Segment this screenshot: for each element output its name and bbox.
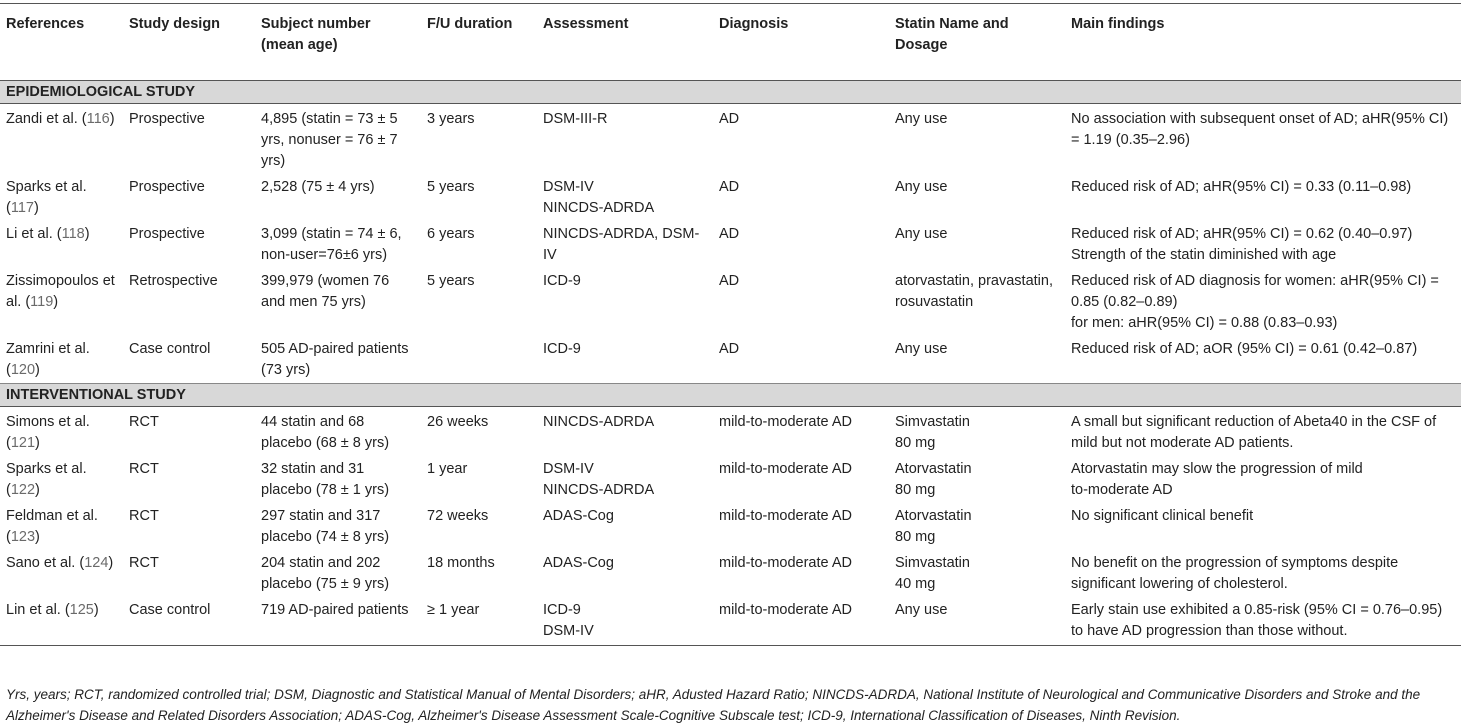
- statin-line: Any use: [895, 602, 948, 618]
- findings-line: No benefit on the progression of symptoms despite significant lowering of cholesterol.: [1071, 555, 1399, 592]
- subject-number-cell: 399,979 (women 76 and men 75 yrs): [261, 273, 390, 310]
- table-footnote: Yrs, years; RCT, randomized controlled trial; DSM, Diagnostic and Statistical Manual of Mental Disorders; aHR, Adusted Hazard Ratio; NINCDS-ADRDA, National Institute of Neurological and Communicative Disorders and Stroke and the Alzheimer's Disease and Related Disorders Association; ADAS-Cog, Alzheimer's Disease Assessment Scale-Cognitive Subscale test; ICD-9, International Classification of Diseases, Ninth Revision.: [6, 687, 1421, 723]
- assessment-line: DSM-IV: [543, 623, 594, 639]
- assessment-line: DSM-IV: [543, 179, 594, 195]
- statin-line: Simvastatin: [895, 555, 970, 571]
- findings-line: to-moderate AD: [1071, 482, 1173, 498]
- diagnosis-cell: AD: [719, 226, 740, 242]
- findings-cell: [1065, 174, 1461, 221]
- statin-studies-table: [0, 3, 1461, 646]
- statin-line: Atorvastatin: [895, 508, 972, 524]
- statin-cell: [889, 597, 1065, 646]
- assessment-cell: [537, 336, 713, 384]
- assessment-line: NINCDS-ADRDA: [543, 482, 655, 498]
- header-diagnosis: Diagnosis: [713, 4, 889, 81]
- statin-line: atorvastatin, pravastatin, rosuvastatin: [895, 273, 1053, 310]
- reference-close: ): [84, 226, 90, 242]
- table-row: [0, 221, 1461, 268]
- findings-cell: [1065, 336, 1461, 384]
- assessment-cell: [537, 503, 713, 550]
- reference-link[interactable]: 123: [10, 529, 36, 545]
- findings-cell: [1065, 597, 1461, 646]
- assessment-cell: [537, 597, 713, 646]
- statin-line: 80 mg: [895, 435, 936, 451]
- reference-link[interactable]: 119: [30, 294, 54, 310]
- diagnosis-cell: mild-to-moderate AD: [719, 461, 852, 477]
- reference-link[interactable]: 121: [10, 435, 36, 451]
- section-title: INTERVENTIONAL STUDY: [0, 384, 1461, 407]
- section-row: [0, 384, 1461, 407]
- reference-cell: [0, 336, 123, 384]
- table-row: [0, 456, 1461, 503]
- header-assessment: Assessment: [537, 4, 713, 81]
- fu-duration-cell: [421, 336, 537, 384]
- subject-number-cell: 2,528 (75 ± 4 yrs): [261, 179, 375, 195]
- study-design-cell: RCT: [129, 414, 159, 430]
- findings-line: Reduced risk of AD diagnosis for women: aHR(95% CI) = 0.85 (0.82–0.89): [1071, 273, 1439, 310]
- subject-number-cell: 204 statin and 202 placebo (75 ± 9 yrs): [261, 555, 390, 592]
- reference-close: ): [108, 555, 114, 571]
- assessment-cell: [537, 268, 713, 336]
- findings-cell: [1065, 407, 1461, 457]
- table-row: [0, 174, 1461, 221]
- reference-cell: [0, 550, 123, 597]
- statin-cell: [889, 407, 1065, 457]
- fu-duration-cell: 72 weeks: [427, 508, 489, 524]
- table-row: [0, 503, 1461, 550]
- reference-cell: [0, 503, 123, 550]
- statin-cell: [889, 503, 1065, 550]
- reference-close: ): [35, 362, 40, 378]
- diagnosis-cell: AD: [719, 179, 740, 195]
- subject-number-cell: 505 AD-paired patients (73 yrs): [261, 341, 409, 378]
- assessment-cell: [537, 456, 713, 503]
- reference-link[interactable]: 124: [84, 555, 109, 571]
- reference-cell: [0, 597, 123, 646]
- reference-cell: [0, 104, 123, 175]
- diagnosis-cell: mild-to-moderate AD: [713, 597, 889, 646]
- assessment-cell: [537, 407, 713, 457]
- findings-cell: [1065, 104, 1461, 175]
- subject-number-cell: 4,895 (statin = 73 ± 5 yrs, nonuser = 76 ± 7 yrs): [261, 111, 398, 169]
- findings-cell: [1065, 550, 1461, 597]
- reference-close: ): [109, 111, 115, 127]
- assessment-line: ICD-9: [543, 273, 581, 289]
- study-design-cell: Prospective: [129, 179, 205, 195]
- reference-close: ): [53, 294, 59, 310]
- statin-cell: [889, 336, 1065, 384]
- statin-line: 80 mg: [895, 529, 936, 545]
- reference-authors: Sparks et al. (: [6, 461, 87, 498]
- statin-line: 80 mg: [895, 482, 936, 498]
- statin-cell: [889, 174, 1065, 221]
- subject-number-cell: 32 statin and 31 placebo (78 ± 1 yrs): [261, 461, 390, 498]
- assessment-cell: [537, 104, 713, 175]
- reference-authors: Feldman et al. (: [6, 508, 98, 545]
- fu-duration-cell: 3 years: [427, 111, 475, 127]
- assessment-cell: [537, 221, 713, 268]
- table-body: [0, 81, 1461, 646]
- reference-cell: [0, 407, 123, 457]
- findings-cell: [1065, 268, 1461, 336]
- statin-line: 40 mg: [895, 576, 936, 592]
- reference-link[interactable]: 117: [10, 200, 34, 216]
- table-row: [0, 268, 1461, 336]
- reference-authors: Sparks et al. (: [6, 179, 87, 216]
- study-design-cell: RCT: [129, 555, 159, 571]
- reference-authors: Li et al. (: [6, 226, 62, 242]
- assessment-line: ADAS-Cog: [543, 508, 614, 524]
- reference-authors: Sano et al. (: [6, 555, 85, 571]
- study-design-cell: Retrospective: [129, 273, 218, 289]
- diagnosis-cell: AD: [719, 111, 740, 127]
- study-design-cell: Prospective: [129, 226, 205, 242]
- reference-link[interactable]: 116: [86, 111, 110, 127]
- reference-authors: Zissimopoulos et al. (: [6, 273, 115, 310]
- findings-line: A small but significant reduction of Abeta40 in the CSF of mild but not moderate AD patients.: [1071, 414, 1437, 451]
- assessment-line: DSM-III-R: [543, 111, 608, 127]
- study-design-cell: RCT: [129, 461, 159, 477]
- header-subject-number: Subject number (mean age): [255, 4, 421, 81]
- table-row: [0, 597, 1461, 646]
- assessment-cell: [537, 550, 713, 597]
- reference-cell: [0, 221, 123, 268]
- subject-number-cell: 3,099 (statin = 74 ± 6, non-user=76±6 yrs): [261, 226, 402, 263]
- fu-duration-cell: 26 weeks: [427, 414, 489, 430]
- reference-link[interactable]: 120: [10, 362, 36, 378]
- statin-cell: [889, 268, 1065, 336]
- reference-authors: Zamrini et al. (: [6, 341, 90, 378]
- reference-link[interactable]: 125: [69, 602, 94, 618]
- subject-number-cell: 719 AD-paired patients: [255, 597, 421, 646]
- fu-duration-cell: 1 year: [427, 461, 468, 477]
- statin-line: Any use: [895, 341, 948, 357]
- assessment-line: DSM-IV: [543, 461, 594, 477]
- subject-number-cell: 297 statin and 317 placebo (74 ± 8 yrs): [261, 508, 390, 545]
- assessment-line: ICD-9: [543, 341, 581, 357]
- findings-line: for men: aHR(95% CI) = 0.88 (0.83–0.93): [1071, 315, 1338, 331]
- statin-line: Atorvastatin: [895, 461, 972, 477]
- findings-line: Early stain use exhibited a 0.85-risk (95% CI = 0.76–0.95) to have AD progression than those without.: [1071, 602, 1443, 639]
- findings-cell: [1065, 221, 1461, 268]
- reference-authors: Zandi et al. (: [6, 111, 87, 127]
- diagnosis-cell: mild-to-moderate AD: [719, 414, 852, 430]
- table-row: [0, 550, 1461, 597]
- header-study-design: Study design: [123, 4, 255, 81]
- statin-line: Any use: [895, 179, 948, 195]
- findings-line: Reduced risk of AD; aOR (95% CI) = 0.61 (0.42–0.87): [1071, 341, 1418, 357]
- reference-cell: [0, 174, 123, 221]
- header-references: References: [0, 4, 123, 81]
- reference-authors: Lin et al. (: [6, 602, 70, 618]
- reference-close: ): [35, 482, 40, 498]
- header-fu-duration: F/U duration: [421, 4, 537, 81]
- table-row: [0, 104, 1461, 175]
- reference-link[interactable]: 122: [10, 482, 36, 498]
- fu-duration-cell: 6 years: [427, 226, 475, 242]
- reference-close: ): [35, 529, 40, 545]
- reference-close: ): [93, 602, 99, 618]
- reference-cell: [0, 268, 123, 336]
- findings-cell: [1065, 503, 1461, 550]
- diagnosis-cell: AD: [719, 341, 740, 357]
- statin-cell: [889, 104, 1065, 175]
- study-design-cell: Case control: [129, 341, 211, 357]
- diagnosis-cell: AD: [719, 273, 740, 289]
- assessment-line: NINCDS-ADRDA: [543, 200, 655, 216]
- header-main-findings: Main findings: [1065, 4, 1461, 81]
- statin-cell: [889, 550, 1065, 597]
- fu-duration-cell: 5 years: [427, 179, 475, 195]
- assessment-line: NINCDS-ADRDA, DSM-IV: [543, 226, 700, 263]
- subject-number-cell: 44 statin and 68 placebo (68 ± 8 yrs): [261, 414, 390, 451]
- study-design-cell: RCT: [129, 508, 159, 524]
- findings-line: Reduced risk of AD; aHR(95% CI) = 0.33 (0.11–0.98): [1071, 179, 1412, 195]
- findings-line: Atorvastatin may slow the progression of mild: [1071, 461, 1363, 477]
- statin-cell: [889, 456, 1065, 503]
- findings-line: No significant clinical benefit: [1071, 508, 1254, 524]
- reference-cell: [0, 456, 123, 503]
- section-row: [0, 81, 1461, 104]
- header-row: [0, 4, 1461, 81]
- assessment-line: ADAS-Cog: [543, 555, 614, 571]
- fu-duration-cell: ≥ 1 year: [421, 597, 537, 646]
- diagnosis-cell: mild-to-moderate AD: [719, 555, 852, 571]
- findings-line: Reduced risk of AD; aHR(95% CI) = 0.62 (0.40–0.97): [1071, 226, 1413, 242]
- statin-line: Any use: [895, 111, 948, 127]
- table-row: [0, 407, 1461, 457]
- reference-close: ): [33, 200, 39, 216]
- table-row: [0, 336, 1461, 384]
- reference-link[interactable]: 118: [61, 226, 85, 242]
- header-statin-dosage: Statin Name and Dosage: [889, 4, 1065, 81]
- assessment-line: NINCDS-ADRDA: [543, 414, 655, 430]
- findings-line: Strength of the statin diminished with age: [1071, 247, 1337, 263]
- statin-cell: [889, 221, 1065, 268]
- section-title: EPIDEMIOLOGICAL STUDY: [0, 81, 1461, 104]
- findings-cell: [1065, 456, 1461, 503]
- reference-close: ): [35, 435, 40, 451]
- assessment-line: ICD-9: [543, 602, 581, 618]
- findings-line: No association with subsequent onset of AD; aHR(95% CI) = 1.19 (0.35–2.96): [1071, 111, 1449, 148]
- statin-line: Any use: [895, 226, 948, 242]
- reference-authors: Simons et al. (: [6, 414, 90, 451]
- assessment-cell: [537, 174, 713, 221]
- fu-duration-cell: 18 months: [427, 555, 495, 571]
- fu-duration-cell: 5 years: [427, 273, 475, 289]
- study-design-cell: Case control: [123, 597, 255, 646]
- statin-line: Simvastatin: [895, 414, 970, 430]
- study-design-cell: Prospective: [129, 111, 205, 127]
- diagnosis-cell: mild-to-moderate AD: [719, 508, 852, 524]
